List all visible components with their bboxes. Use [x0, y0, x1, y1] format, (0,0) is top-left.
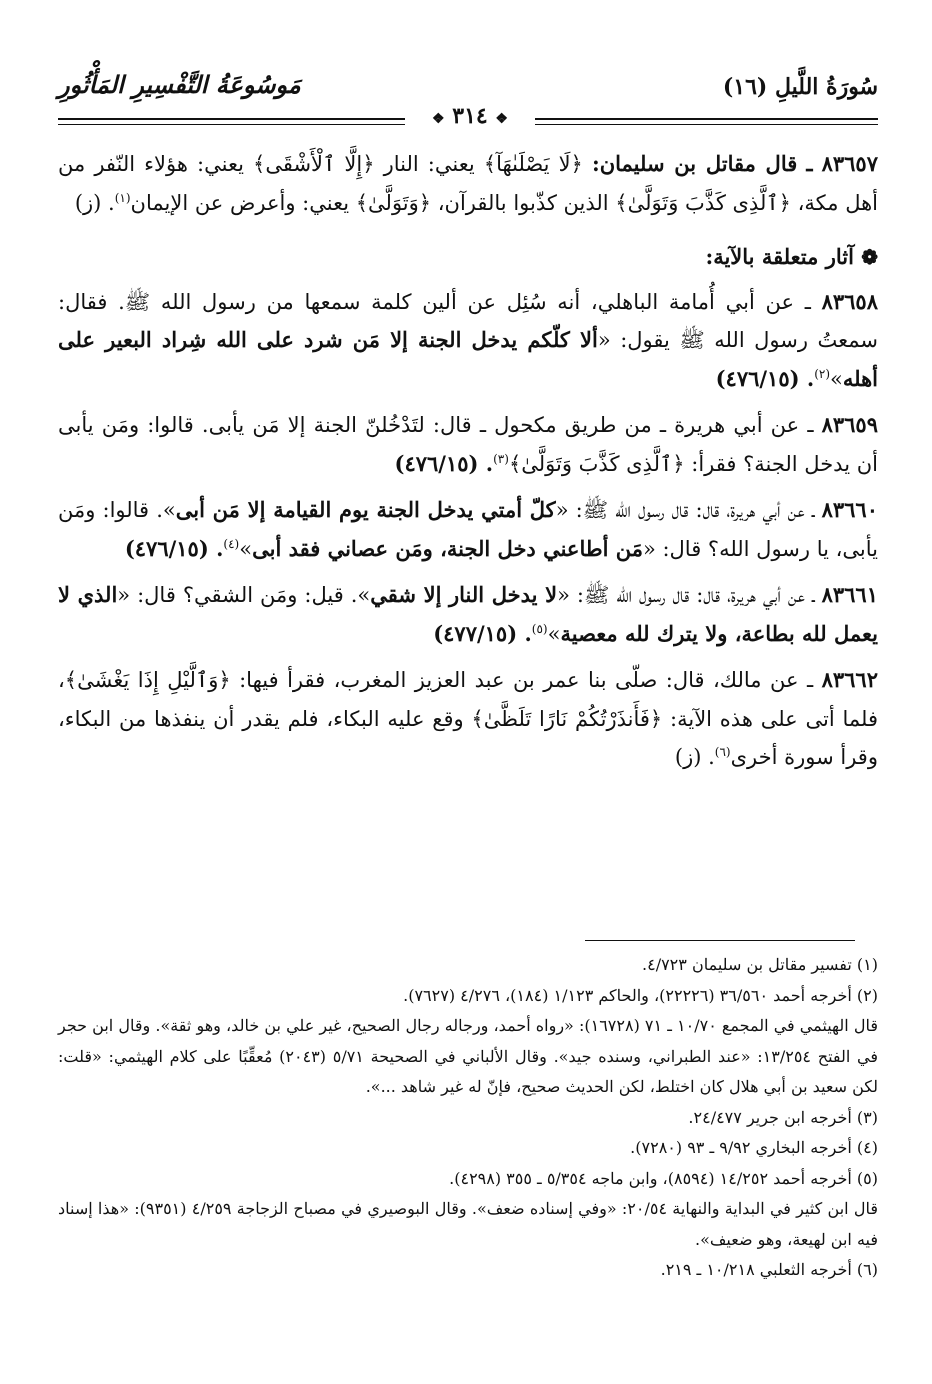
- entry-tail: . (٤٧٧/١٥): [433, 620, 532, 646]
- entry-tail: . (ز): [74, 190, 115, 215]
- footnote: (٦) أخرجه الثعلبي ١٠/٢١٨ ـ ٢١٩.: [660, 1260, 878, 1279]
- main-text: [58, 145, 878, 785]
- entry-text: ﴿لَا يَصْلَىٰهَآ﴾ يعني: النار ﴿إِلَّا ٱلْأَشْقَى﴾ يعني: هؤلاء النّفر من أهل مكة، ﴿ٱلَّذِى كَذَّبَ وَتَوَلَّىٰ﴾ الذين كذّبوا بالقرآن، ﴿وَتَوَلَّىٰ﴾ يعني: وأعرض عن الإيمان: [58, 152, 878, 215]
- entry-text: ـ عن مالك، قال: صلّى بنا عمر بن عبد العزيز المغرب، فقرأ فيها: ﴿وَٱلَّيْلِ إِذَا يَغْشَىٰ﴾، فلما أتى على هذه الآية: ﴿فَأَنذَرْتُكُمْ نَارًا تَلَظَّىٰ﴾ وقع عليه البكاء، فلم يقدر أن ينفذها من البكاء، وقرأ سورة أخرى: [58, 668, 878, 769]
- footnote-ref[interactable]: (١): [114, 190, 131, 205]
- entry-speaker: قال مقاتل بن سليمان:: [591, 151, 798, 176]
- entry-text: ـ عن أبي أُمامة الباهلي، أنه سُئِل عن ألين كلمة سمعها من رسول الله ﷺ. فقال: سمعتُ رسول الله ﷺ يقول: «: [58, 289, 878, 352]
- hadith-text: كلّ أمتي يدخل الجنة يوم القيامة إلا مَن أبى: [175, 497, 556, 522]
- entry-number: ٨٣٦٥٨: [821, 288, 878, 314]
- footnote-ref[interactable]: (٤): [223, 536, 240, 551]
- entry-number: ٨٣٦٥٩: [821, 412, 878, 437]
- footnote: (١) تفسير مقاتل بن سليمان ٤/٧٢٣.: [642, 955, 878, 974]
- hadith-text: ألا كلّكم يدخل الجنة إلا مَن شرد على الله شِراد البعير على أهله: [58, 327, 878, 391]
- entry-tail: . (ز): [674, 745, 715, 769]
- book-title: مَوسُوعَةُ التَّفْسِيرِ المَأْثُورِ: [58, 70, 301, 99]
- entry-number: ٨٣٦٦٠: [821, 497, 878, 522]
- entry-text: »: [830, 366, 843, 391]
- entry-text: ـ عن أبي هريرة، قال: قال رسول الله ﷺ: «: [557, 583, 822, 607]
- footnote-ref[interactable]: (٦): [714, 745, 731, 759]
- entry-text: ». قالوا: ومَن يأبى، يا رسول الله؟ قال: «: [58, 498, 878, 561]
- footnote: (٢) أخرجه أحمد ٣٦/٥٦٠ (٢٢٢٢٦)، والحاكم ١/١٢٣ (١٨٤)، ٤/٢٧٦ (٧٦٢٧).: [403, 985, 878, 1005]
- footnote: قال ابن كثير في البداية والنهاية ٢٠/٥٤: «وفي إسناده ضعف». وقال البوصيري في مصباح الزجاجة ٤/٢٥٩ (٩٣٥١): «هذا إسناد فيه ابن لهيعة، وهو ضعيف».: [58, 1199, 878, 1249]
- entry-tail: . (٤٧٦/١٥): [715, 365, 815, 391]
- section-heading: [58, 238, 878, 277]
- hadith-text: الذي لا يعمل لله بطاعة، ولا يترك لله معصية: [58, 582, 878, 646]
- entry-number: ٨٣٦٥٧: [821, 151, 878, 176]
- entry-tail: . (٤٧٦/١٥): [394, 450, 494, 476]
- ornament-icon: ❖: [495, 111, 508, 127]
- entry-83658: [58, 283, 878, 399]
- entry-text: ـ عن أبي هريرة، قال: قال رسول الله ﷺ: «: [555, 498, 822, 522]
- page-number: ٣١٤: [452, 103, 488, 129]
- footnote: (٤) أخرجه البخاري ٩/٩٢ ـ ٩٣ (٧٢٨٠).: [630, 1138, 878, 1157]
- section-title: آثار متعلقة بالآية:: [705, 244, 854, 269]
- entry-text: ». قيل: ومَن الشقي؟ قال: «: [117, 583, 371, 607]
- page-number-box: [405, 100, 535, 132]
- hadith-text: مَن أطاعني دخل الجنة، ومَن عصاني فقد أبى: [252, 535, 643, 561]
- footnote: قال الهيثمي في المجمع ١٠/٧٠ ـ ٧١ (١٦٧٢٨): «رواه أحمد، ورجاله رجال الصحيح، غير علي بن خالد، وهو ثقة». وقال ابن حجر في الفتح ١٣/٢٥٤: «عند الطبراني، وسنده جيد». وقال الألباني في الصحيحة ٥/٧١ (٢٠٤٣) مُعقِّبًا على كلام الهيثمي: «قلت: لكن سعيد بن أبي هلال كان اختلط، لكن الحديث صحيح، فإنّ له غير شاهد ...».: [58, 1016, 879, 1096]
- hadith-text: لا يدخل النار إلا شقي: [370, 582, 558, 607]
- footnote-ref[interactable]: (٥): [531, 621, 548, 636]
- footnote-separator: [585, 940, 855, 941]
- entry-83659: [58, 406, 878, 483]
- entry-83661: [58, 576, 878, 653]
- entry-number: ٨٣٦٦٢: [821, 667, 878, 692]
- footnotes: [58, 950, 878, 1286]
- footnote-ref[interactable]: (٢): [814, 366, 831, 381]
- entry-text: ـ عن أبي هريرة ـ من طريق مكحول ـ قال: لتَدْخُلنّ الجنة إلا مَن يأبى. قالوا: ومَن يأبى أن يدخل الجنة؟ فقرأ: ﴿ٱلَّذِى كَذَّبَ وَتَوَلَّىٰ﴾: [58, 413, 878, 476]
- entry-text: »: [239, 536, 253, 561]
- entry-83657: ٨٣٦٥٧ ـ قال مقاتل بن سليمان: ﴿لَا يَصْلَىٰهَآ﴾ يعني: النار ﴿إِلَّا ٱلْأَشْقَى﴾ يعني: هؤلاء النّفر من أهل مكة، ﴿ٱلَّذِى كَذَّبَ وَتَوَلَّىٰ﴾ الذين كذّبوا بالقرآن، ﴿وَتَوَلَّىٰ﴾ يعني: وأعرض عن الإيمان$^{(١)}$. (ز): [58, 151, 878, 215]
- entry-83660: [58, 491, 878, 568]
- entry-text: »: [547, 621, 561, 646]
- entry-83662: [58, 661, 878, 777]
- surah-title: سُورَةُ اللَّيلِ (١٦): [722, 74, 878, 100]
- footnote: (٥) أخرجه أحمد ١٤/٢٥٢ (٨٥٩٤)، وابن ماجه ٥/٣٥٤ ـ ٣٥٥ (٤٢٩٨).: [449, 1168, 878, 1188]
- entry-tail: . (٤٧٦/١٥): [124, 535, 224, 561]
- footnote-ref[interactable]: (٣): [493, 451, 509, 466]
- ornament-icon: ❖: [432, 111, 445, 127]
- footnote: (٣) أخرجه ابن جرير ٢٤/٤٧٧.: [688, 1107, 878, 1127]
- entry-number: ٨٣٦٦١: [821, 582, 878, 607]
- flower-ornament-icon: ❁: [861, 245, 878, 269]
